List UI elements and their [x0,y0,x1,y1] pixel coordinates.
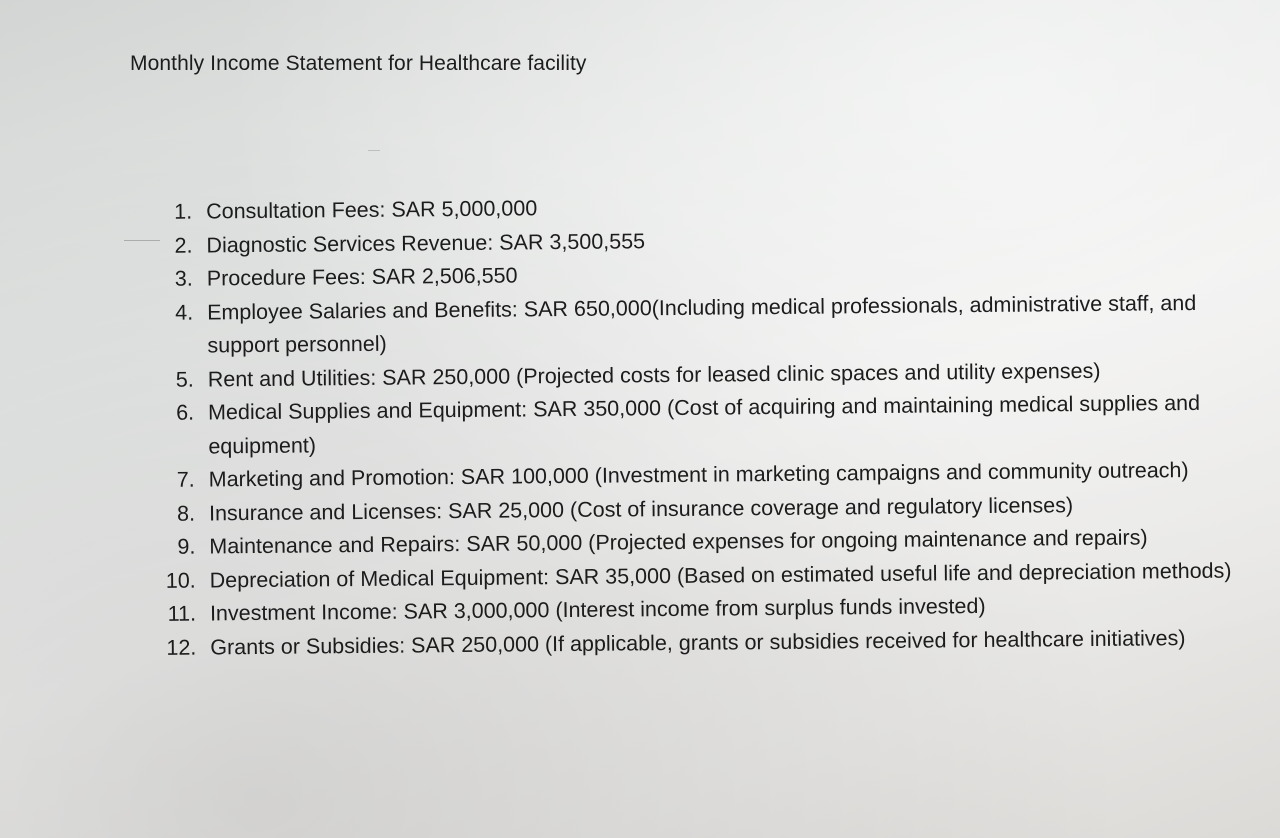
item-text: Employee Salaries and Benefits: SAR 650,000(Including medical professionals, administrative staff, and support personnel) [207,290,1197,358]
item-text: Grants or Subsidies: SAR 250,000 (If applicable, grants or subsidies received for healthcare initiatives) [210,625,1186,659]
item-number: 10. [165,568,196,593]
document-title: Monthly Income Statement for Healthcare facility [130,52,587,75]
list-item-6 [152,387,1243,464]
item-text: Consultation Fees: SAR 5,000,000 [206,196,538,224]
item-text: Rent and Utilities: SAR 250,000 (Projected costs for leased clinic spaces and utility expenses) [207,358,1101,391]
item-number: 3. [174,266,193,291]
item-number: 7. [176,467,195,492]
item-number: 1. [174,199,193,224]
item-text: Procedure Fees: SAR 2,506,550 [206,263,518,291]
item-text: Investment Income: SAR 3,000,000 (Interest income from surplus funds invested) [209,593,986,626]
item-text: Medical Supplies and Equipment: SAR 350,000 (Cost of acquiring and maintaining medical supplies and equipment) [207,390,1201,458]
item-number: 5. [175,367,194,392]
paper-speck [368,150,380,151]
item-number: 2. [174,233,193,258]
item-number: 9. [177,534,196,559]
item-number: 6. [176,400,195,425]
item-text: Insurance and Licenses: SAR 25,000 (Cost of insurance coverage and regulatory licenses) [208,492,1074,525]
item-text: Maintenance and Repairs: SAR 50,000 (Projected expenses for ongoing maintenance and repairs) [209,525,1148,559]
item-text: Diagnostic Services Revenue: SAR 3,500,555 [206,228,646,257]
item-number: 11. [167,601,197,626]
list-item-4 [151,286,1242,363]
item-number: 8. [176,501,196,526]
item-number: 12. [166,635,197,660]
item-number: 4. [175,300,194,325]
line-item-list [150,186,1244,665]
item-text: Depreciation of Medical Equipment: SAR 35,000 (Based on estimated useful life and depreciation methods) [209,558,1232,592]
item-text: Marketing and Promotion: SAR 100,000 (Investment in marketing campaigns and community outreach) [208,458,1189,492]
